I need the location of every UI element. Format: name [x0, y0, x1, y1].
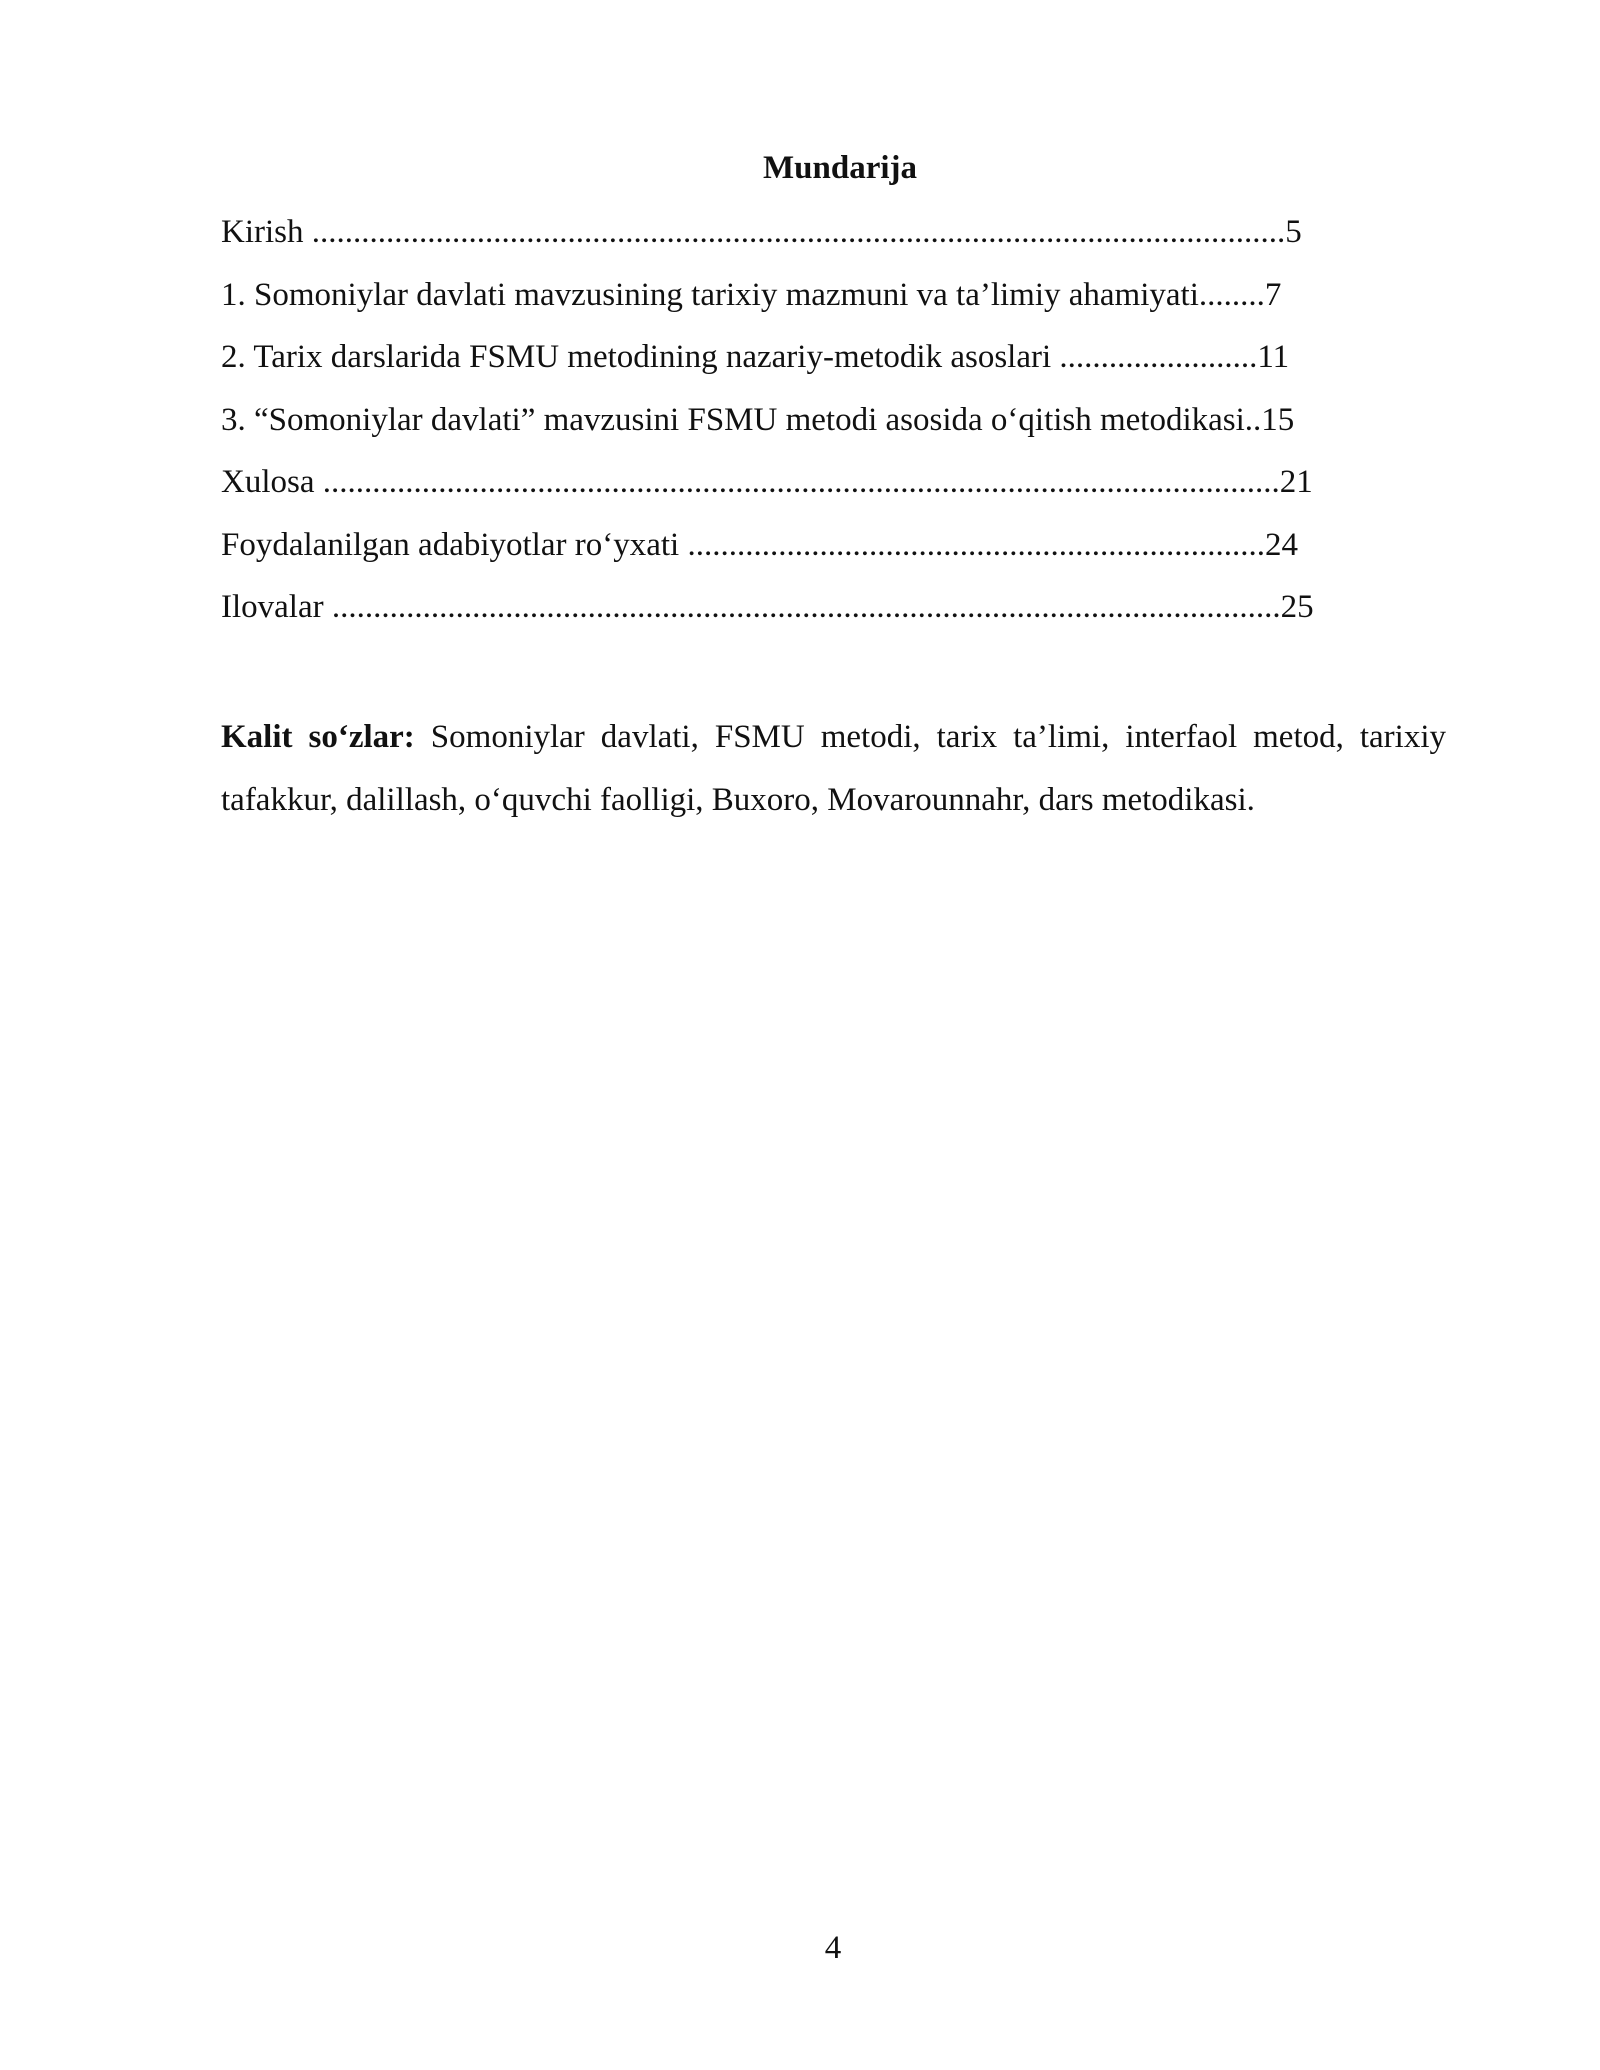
toc-entry-text: 2. Tarix darslarida FSMU metodining nazariy-metodik asoslari ........................11	[221, 339, 1290, 375]
keywords-label: Kalit soʻzlar:	[221, 719, 415, 755]
toc-entry-text: 1. Somoniylar davlati mavzusining tarixiy mazmuni va ta’limiy ahamiyati........7	[221, 277, 1282, 313]
keywords-paragraph	[221, 706, 1446, 832]
toc-entry[interactable]	[221, 335, 1401, 379]
toc-entry-text: 3. “Somoniylar davlati” mavzusini FSMU metodi asosida oʻqitish metodikasi..15	[221, 402, 1295, 438]
toc-title: Mundarija	[762, 150, 917, 186]
toc-entry-text: Ilovalar ...................................................................................................................25	[221, 589, 1314, 625]
toc-entry-text: Foydalanilgan adabiyotlar roʻyxati ......................................................................24	[221, 527, 1298, 563]
toc-entry[interactable]	[221, 523, 1401, 567]
page-number: 4	[824, 1930, 842, 1966]
toc-entry[interactable]	[221, 460, 1401, 504]
toc-entry-text: Xulosa ....................................................................................................................21	[221, 464, 1313, 500]
toc-entry[interactable]	[221, 210, 1401, 254]
toc-entry[interactable]	[221, 273, 1401, 317]
toc-entry-text: Kirish ......................................................................................................................5	[221, 214, 1302, 250]
keywords-text: Somoniylar davlati, FSMU metodi, tarix ta’limi, interfaol metod, tarixiy tafakkur, dalillash, oʻquvchi faolligi, Buxoro, Movarounnahr, dars metodikasi.	[221, 719, 1447, 818]
toc-entry[interactable]	[221, 585, 1401, 629]
toc-entry[interactable]	[221, 398, 1401, 442]
